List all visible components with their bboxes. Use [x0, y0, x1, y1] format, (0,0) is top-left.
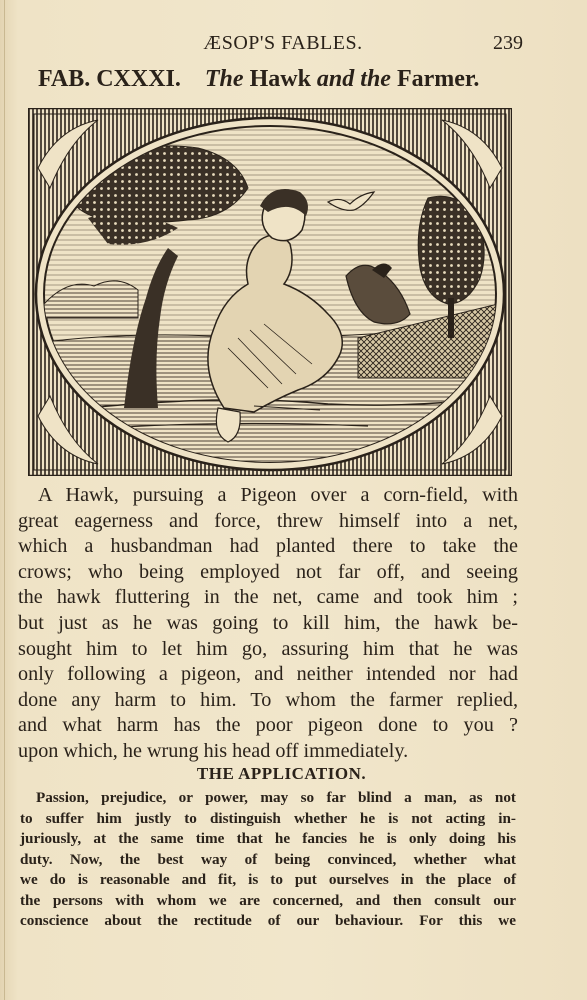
application-line: Passion, prejudice, or power, may so far blind a man, as not [36, 789, 516, 806]
application-line: duty. Now, the best way of being convinced, whether what [20, 850, 516, 868]
body-line: the hawk fluttering in the net, came and took him ; [18, 586, 518, 609]
running-title: ÆSOP'S FABLES. [203, 32, 363, 54]
application-text [20, 788, 516, 932]
application-line: conscience about the rectitude of our behaviour. For this we [20, 912, 516, 929]
body-line: sought him to let him go, assuring him that he was [18, 637, 518, 660]
page-gutter [4, 0, 5, 1000]
fable-title-and: and [316, 66, 355, 92]
fable-heading [38, 66, 498, 96]
application-heading [0, 764, 587, 784]
application-line: to suffer him justly to distinguish whether he is not acting in- [20, 809, 516, 827]
fable-number: FAB. CXXXI. [38, 66, 181, 92]
page-number: 239 [493, 32, 523, 54]
application-line: juriously, at the same time that he fancies he is only doing his [20, 830, 516, 847]
body-line: but just as he was going to kill him, the hawk be- [18, 611, 518, 634]
body-line: upon which, he wrung his head off immediately. [18, 739, 409, 762]
application-heading-text: THE APPLICATION. [196, 764, 367, 783]
fable-title-farmer: Farmer. [396, 66, 480, 92]
body-line: done any harm to him. To whom the farmer replied, [18, 688, 518, 711]
application-line: we do is reasonable and fit, is to put ourselves in the place of [20, 871, 516, 888]
woodcut-illustration [28, 108, 512, 476]
running-head [0, 30, 587, 56]
body-line: only following a pigeon, and neither intended nor had [18, 663, 518, 686]
body-line: and what harm has the poor pigeon done to you ? [18, 714, 518, 737]
fable-body [18, 483, 518, 765]
body-line: great eagerness and force, threw himself into a net, [18, 509, 518, 532]
fable-title-the2: the [360, 66, 391, 92]
fable-title-hawk: Hawk [249, 66, 311, 92]
body-line: A Hawk, pursuing a Pigeon over a corn-field, with [38, 484, 518, 506]
fable-title-the: The [204, 66, 244, 92]
application-line: the persons with whom we are concerned, and then consult our [20, 891, 516, 909]
body-line: crows; who being employed not far off, and seeing [18, 560, 518, 583]
body-line: which a husbandman had planted there to take the [18, 535, 518, 558]
